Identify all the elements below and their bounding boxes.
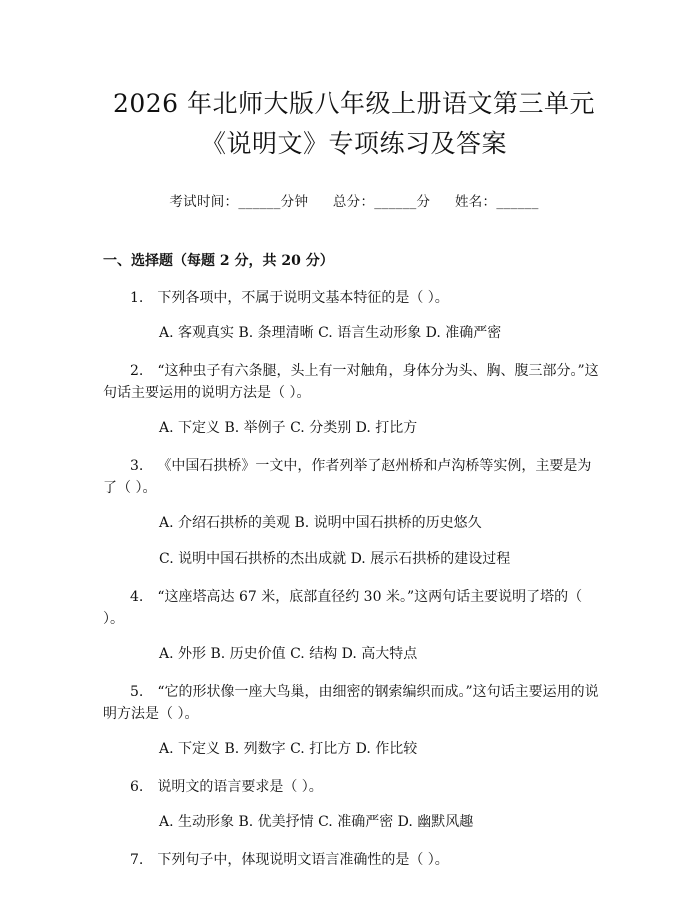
question-options: A. 客观真实 B. 条理清晰 C. 语言生动形象 D. 准确严密 — [159, 325, 502, 341]
title-line-1: 2026 年北师大版八年级上册语文第三单元 — [112, 89, 596, 118]
question-text — [103, 776, 605, 798]
question-number: 5. — [130, 684, 144, 700]
question-stem: “这种虫子有六条腿，头上有一对触角，身体分为头、胸、腹三部分。”这句话主要运用的说明方法是（ ）。 — [103, 363, 599, 401]
question-text — [103, 455, 605, 499]
question-stem: “它的形状像一座大鸟巢，由细密的钢索编织而成。”这句话主要运用的说明方法是（ ）。 — [103, 684, 599, 722]
question-list — [103, 287, 605, 871]
section-heading: 一、选择题（每题 2 分，共 20 分） — [103, 253, 334, 269]
question-text — [103, 849, 605, 871]
question-text — [103, 287, 605, 309]
question-number: 2. — [130, 363, 144, 379]
question-stem: 说明文的语言要求是（ ）。 — [157, 779, 323, 795]
document-title — [103, 0, 605, 164]
question-item — [103, 287, 605, 309]
question-number: 1. — [130, 290, 144, 306]
question-stem: 下列各项中，不属于说明文基本特征的是（ ）。 — [157, 290, 449, 306]
question-options: A. 下定义 B. 列数字 C. 打比方 D. 作比较 — [159, 741, 418, 757]
question-item — [103, 849, 605, 871]
question-item — [103, 776, 605, 798]
question-item — [103, 455, 605, 499]
question-text — [103, 360, 605, 404]
exam-meta — [103, 190, 605, 210]
question-options: A. 外形 B. 历史价值 C. 结构 D. 高大特点 — [159, 646, 418, 662]
question-number: 4. — [130, 589, 144, 605]
question-options: A. 下定义 B. 举例子 C. 分类别 D. 打比方 — [159, 420, 418, 436]
question-number: 3. — [130, 458, 144, 474]
question-options: A. 介绍石拱桥的美观 B. 说明中国石拱桥的历史悠久 — [159, 515, 482, 531]
exam-time: 考试时间：______分钟 — [169, 194, 309, 210]
question-item — [103, 360, 605, 404]
question-number: 7. — [130, 852, 144, 868]
question-options: A. 生动形象 B. 优美抒情 C. 准确严密 D. 幽默风趣 — [159, 814, 474, 830]
question-stem: 下列句子中，体现说明文语言准确性的是（ ）。 — [157, 852, 449, 868]
question-stem: 《中国石拱桥》一文中，作者列举了赵州桥和卢沟桥等实例，主要是为了（ ）。 — [103, 458, 592, 496]
question-text — [103, 681, 605, 725]
question-stem: “这座塔高达 67 米，底部直径约 30 米。”这两句话主要说明了塔的（ ）。 — [103, 589, 583, 627]
question-item — [103, 586, 605, 630]
question-text — [103, 586, 605, 630]
exam-name: 姓名：______ — [454, 194, 539, 210]
question-item — [103, 681, 605, 725]
question-options: C. 说明中国石拱桥的杰出成就 D. 展示石拱桥的建设过程 — [159, 551, 511, 567]
question-number: 6. — [130, 779, 144, 795]
exam-score: 总分：______分 — [332, 194, 431, 210]
title-line-2: 《说明文》专项练习及答案 — [200, 129, 507, 158]
